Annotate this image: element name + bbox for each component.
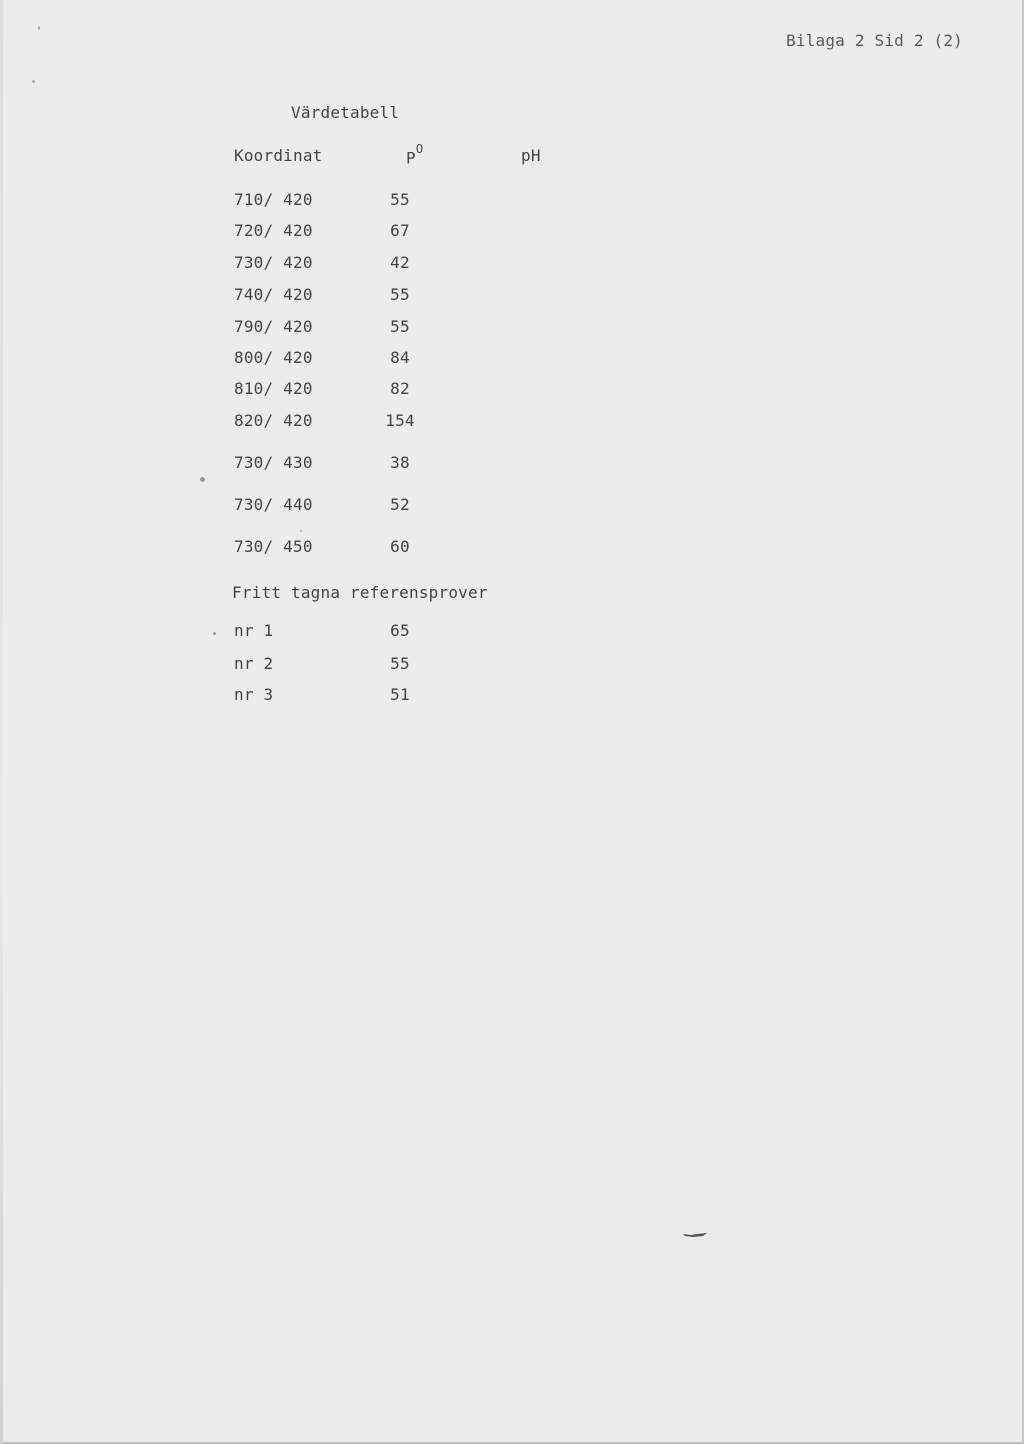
column-header-p-letter: P [406,148,416,168]
table-row-p-value: 55 [390,285,410,304]
column-header-p-superscript: O [415,142,424,156]
table-row-p-value: 67 [390,221,410,240]
table-row-p-value: 52 [390,495,410,514]
reference-sample-label: nr 2 [234,654,274,673]
table-row-koordinat: 730/ 450 [234,537,313,556]
column-header-p [406,142,424,168]
scan-speck [38,26,40,30]
table-row-koordinat: 710/ 420 [234,190,313,209]
table-row-p-value: 60 [390,537,410,556]
table-row-koordinat: 740/ 420 [234,285,313,304]
table-row-koordinat: 800/ 420 [234,348,313,367]
page-label: Bilaga 2 Sid 2 (2) [786,31,963,50]
reference-sample-label: nr 3 [234,685,274,704]
scan-speck [200,477,205,482]
table-row-koordinat: 730/ 440 [234,495,313,514]
scan-edge [0,0,3,1444]
scan-speck [32,80,35,83]
table-row-p-value: 38 [390,453,410,472]
table-row-koordinat: 790/ 420 [234,317,313,336]
table-row-koordinat: 820/ 420 [234,411,313,430]
reference-sample-p-value: 55 [390,654,410,673]
table-row-p-value: 154 [385,411,415,430]
scan-speck [300,530,302,532]
scan-speck [213,632,216,635]
table-row-koordinat: 720/ 420 [234,221,313,240]
scan-mark [683,1232,707,1238]
table-row-p-value: 55 [390,317,410,336]
reference-sample-label: nr 1 [234,621,274,640]
table-row-koordinat: 730/ 420 [234,253,313,272]
column-header-ph: pH [521,146,541,165]
table-row-p-value: 84 [390,348,410,367]
table-row-p-value: 82 [390,379,410,398]
reference-sample-p-value: 51 [390,685,410,704]
table-row-koordinat: 730/ 430 [234,453,313,472]
table-row-koordinat: 810/ 420 [234,379,313,398]
table-title: Värdetabell [291,103,400,122]
column-header-koordinat: Koordinat [234,146,323,165]
reference-sample-p-value: 65 [390,621,410,640]
table-row-p-value: 42 [390,253,410,272]
reference-samples-title: Fritt tagna referensprover [232,583,488,602]
table-row-p-value: 55 [390,190,410,209]
